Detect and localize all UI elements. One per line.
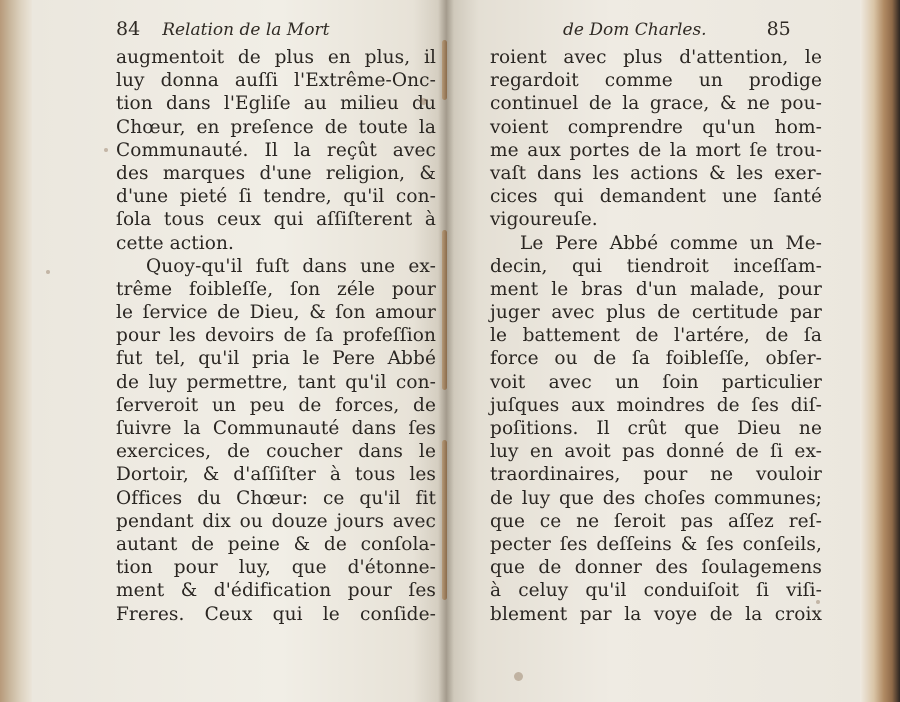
text-line: force ou de ſa foibleſſe, obſer-	[490, 348, 822, 370]
text-line: pendant dix ou douze jours avec	[116, 510, 436, 532]
text-line: autant de peine & de conſola-	[116, 533, 436, 555]
text-line: poſitions. Il crût que Dieu ne	[490, 418, 822, 439]
text-line: luy donna auſſi l'Extrême-Onc-	[116, 70, 436, 92]
text-line: blement par la voye de la croix	[490, 603, 822, 625]
text-line: Freres. Ceux qui le conſide-	[116, 603, 436, 625]
text-line: luy en avoit pas donné de ſi ex-	[490, 441, 822, 463]
text-line: Chœur, en preſence de toute la	[116, 116, 436, 138]
paper-spot	[514, 672, 523, 681]
text-line: ment & d'édification pour ſes	[116, 580, 436, 602]
right-text-block	[490, 46, 822, 626]
text-line: augmentoit de plus en plus, il	[116, 47, 436, 68]
text-line: juger avec plus de certitude par	[490, 302, 822, 324]
text-line: tion dans l'Egliſe au milieu du	[116, 93, 436, 115]
text-line: me aux portes de la mort ſe trou-	[490, 139, 822, 161]
binding-thread	[442, 40, 447, 100]
text-line: de luy que des choſes communes;	[490, 487, 822, 509]
paper-spot	[104, 148, 108, 152]
text-line: exercices, de coucher dans le	[116, 441, 436, 463]
right-running-head	[563, 18, 791, 40]
left-running-title: Relation de la Mort	[162, 20, 330, 40]
text-line: Dortoir, & d'aſſiſter à tous les	[116, 464, 436, 486]
text-line: regardoit comme un prodige	[490, 70, 822, 92]
left-text-block	[116, 46, 436, 626]
text-line: fut tel, qu'il pria le Pere Abbé	[116, 348, 436, 370]
text-line: trême foibleſſe, ſon zéle pour	[116, 278, 436, 300]
right-page	[446, 0, 860, 702]
text-line: d'une pieté ſi tendre, qu'il con-	[116, 186, 436, 208]
text-line: ſola tous ceux qui aſſiſterent à	[116, 209, 436, 231]
text-line: que de donner des ſoulagemens	[490, 557, 822, 579]
left-page-number: 84	[116, 18, 141, 40]
text-line: tion pour luy, que d'étonne-	[116, 557, 436, 579]
text-line: Le Pere Abbé comme un Me-	[520, 232, 822, 254]
left-page-edges	[0, 0, 32, 702]
text-line: à celuy qu'il conduiſoit ſi viſi-	[490, 580, 822, 602]
text-line: pour les devoirs de ſa profeſſion	[116, 325, 436, 347]
paper-spot	[816, 600, 820, 604]
right-page-number: 85	[766, 18, 791, 40]
text-line: vaſt dans les actions & les exer-	[490, 162, 822, 184]
right-page-edges	[860, 0, 900, 702]
text-line: cices qui demandent une ſanté	[490, 186, 822, 208]
text-line: ſerveroit un peu de forces, de	[116, 394, 436, 416]
binding-thread	[442, 230, 447, 390]
text-line: ſuivre la Communauté dans ſes	[116, 418, 436, 439]
text-line: pecter ſes deſſeins & ſes conſeils,	[490, 533, 822, 555]
binding-thread	[442, 440, 447, 600]
text-line: vigoureuſe.	[490, 209, 598, 231]
text-line: ment le bras d'un malade, pour	[490, 278, 822, 300]
text-line: juſques aux moindres de ſes diſ-	[490, 394, 822, 416]
text-line: Communauté. Il la reçût avec	[116, 139, 436, 161]
paper-spot	[46, 270, 50, 274]
text-line: le ſervice de Dieu, & ſon amour	[116, 302, 436, 324]
text-line: des marques d'une religion, &	[116, 162, 436, 184]
text-line: Quoy-qu'il fuſt dans une ex-	[146, 255, 436, 277]
text-line: que ce ne ſeroit pas aſſez reſ-	[490, 510, 822, 532]
text-line: voient comprendre qu'un hom-	[490, 116, 822, 138]
text-line: voit avec un ſoin particulier	[490, 371, 822, 393]
text-line: continuel de la grace, & ne pou-	[490, 93, 822, 115]
text-line: le battement de l'artére, de ſa	[490, 325, 822, 347]
right-running-title: de Dom Charles.	[563, 20, 707, 40]
left-page	[32, 0, 446, 702]
text-line: Offices du Chœur: ce qu'il fit	[116, 487, 436, 509]
paper-spot	[420, 98, 427, 105]
text-line: de luy permettre, tant qu'il con-	[116, 371, 436, 393]
text-line: traordinaires, pour ne vouloir	[490, 464, 822, 486]
text-line: cette action.	[116, 232, 234, 254]
text-line: decin, qui tiendroit inceſſam-	[490, 255, 822, 277]
text-line: roient avec plus d'attention, le	[490, 47, 822, 68]
left-running-head	[116, 18, 329, 40]
